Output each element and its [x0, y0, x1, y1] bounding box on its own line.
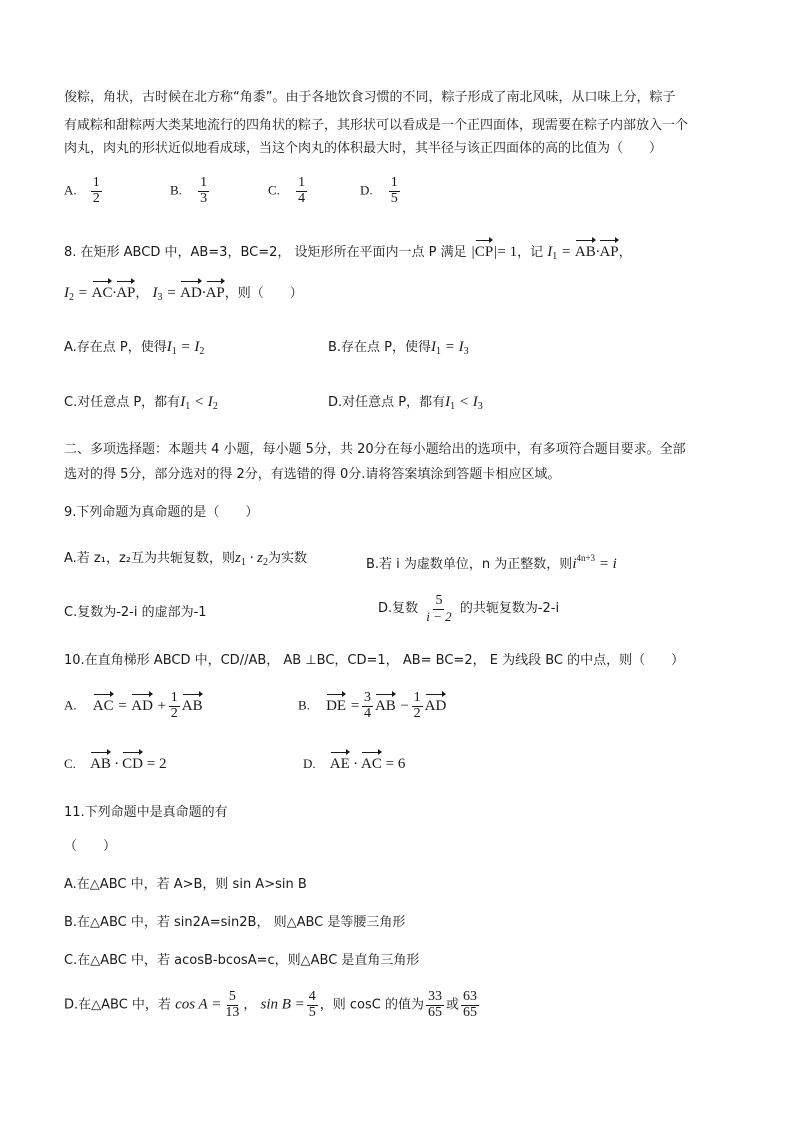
- q10-option-d: D. AE · AC = 6: [303, 753, 405, 776]
- q7-text-line-1: 俊粽，角状，古时候在北方称“角黍”。由于各地饮食习惯的不同，粽子形成了南北风味，从口味上分，粽子: [64, 90, 676, 105]
- q11-option-c: C.在△ABC 中，若 acosB-bcosA=c，则△ABC 是直角三角形: [64, 953, 420, 968]
- q8-option-d: D.对任意点 P，都有$I_1 < I_3$: [328, 394, 483, 412]
- q7-text-line-3: 肉丸，肉丸的形状近似地看成球，当这个肉丸的体积最大时，其半径与该正四面体的高的比值为（ ）: [64, 141, 663, 156]
- q7-option-a: A. $\frac{1}{2}$: [64, 175, 100, 206]
- q9-option-d: D.复数 $\frac{5}{i - 2}$ 的共轭复数为-2-i: [378, 593, 560, 624]
- fraction: $\frac{5}{i - 2}$: [426, 593, 452, 624]
- fraction: $\frac{1}{2}$: [92, 175, 100, 206]
- q9-stem: 9.下列命题为真命题的是（ ）: [64, 505, 259, 520]
- fraction: $\frac{3}{4}$: [363, 690, 371, 721]
- q7-option-b: B. $\frac{1}{3}$: [170, 175, 208, 206]
- section2-line-1: 二、多项选择题：本题共 4 小题，每小题 5分，共 20分在每小题给出的选项中，有多项符合题目要求。全部: [64, 442, 686, 457]
- q7-option-d: D. $\frac{1}{5}$: [360, 175, 398, 206]
- q7-option-c: C. $\frac{1}{4}$: [268, 175, 306, 206]
- fraction: $\frac{1}{2}$: [170, 690, 178, 721]
- q8-option-c: C.对任意点 P，都有$I_1 < I_2$: [64, 394, 218, 412]
- q9-option-c: C.复数为-2-i 的虚部为-1: [64, 605, 207, 620]
- q11-option-d: D.在△ABC 中，若 cos A = $\frac{5}{13}$ ， sin B = $\frac{4}{5}$ ，则 cosC 的值为 $\frac{33}{65}$ 或 $\frac{63}{65}$: [64, 989, 478, 1020]
- q8-option-b: B.存在点 P，使得$I_1 = I_3$: [328, 339, 469, 357]
- q10-stem: 10.在直角梯形 ABCD 中，CD//AB， AB ⊥BC，CD=1， AB= BC=2， E 为线段 BC 的中点，则（ ）: [64, 653, 685, 668]
- fraction: $\frac{4}{5}$: [308, 989, 316, 1020]
- section2-line-2: 选对的得 5分，部分选对的得 2分，有选错的得 0分.请将答案填涂到答题卡相应区域。: [64, 467, 561, 482]
- q10-option-c: C. AB · CD = 2: [64, 753, 166, 776]
- q10-option-a: A. AC = AD + $\frac{1}{2}$ AB: [64, 690, 203, 721]
- q9-option-b: B.若 i 为虚数单位，n 为正整数，则$i^{4n+3} = i$: [366, 553, 617, 572]
- fraction: $\frac{63}{65}$: [463, 989, 478, 1020]
- q11-option-b: B.在△ABC 中，若 sin2A=sin2B， 则△ABC 是等腰三角形: [64, 915, 406, 930]
- q11-paren: （ ）: [64, 839, 117, 854]
- fraction: $\frac{1}{4}$: [298, 175, 306, 206]
- fraction: $\frac{5}{13}$: [225, 989, 240, 1020]
- q9-option-a: A.若 z₁，z₂互为共轭复数，则$z_1 \cdot z_2$为实数: [64, 550, 307, 568]
- fraction: $\frac{1}{2}$: [413, 690, 421, 721]
- q11-stem: 11.下列命题中是真命题的有: [64, 805, 228, 820]
- fraction: $\frac{1}{3}$: [200, 175, 208, 206]
- q11-option-a: A.在△ABC 中，若 A>B，则 sin A>sin B: [64, 877, 307, 892]
- q8-stem-line-2: $I_2 = AC\cdot AP$， $I_3 = AD\cdot AP$，则（ ）: [64, 282, 303, 309]
- q8-option-a: A.存在点 P，使得$I_1 = I_2$: [64, 339, 205, 357]
- q7-text-line-2: 有咸粽和甜粽两大类某地流行的四角状的粽子，其形状可以看成是一个正四面体，现需要在粽子内部放入一个: [64, 118, 689, 133]
- fraction: $\frac{1}{5}$: [390, 175, 398, 206]
- q10-option-b: B. DE = $\frac{3}{4}$ AB − $\frac{1}{2}$ AD: [298, 690, 447, 721]
- fraction: $\frac{33}{65}$: [428, 989, 442, 1020]
- q8-stem-line-1: 8. 在矩形 ABCD 中，AB=3，BC=2， 设矩形所在平面内一点 P 满足 |CP|= 1，记 $I_1 = AB\cdot AP$，: [64, 241, 632, 268]
